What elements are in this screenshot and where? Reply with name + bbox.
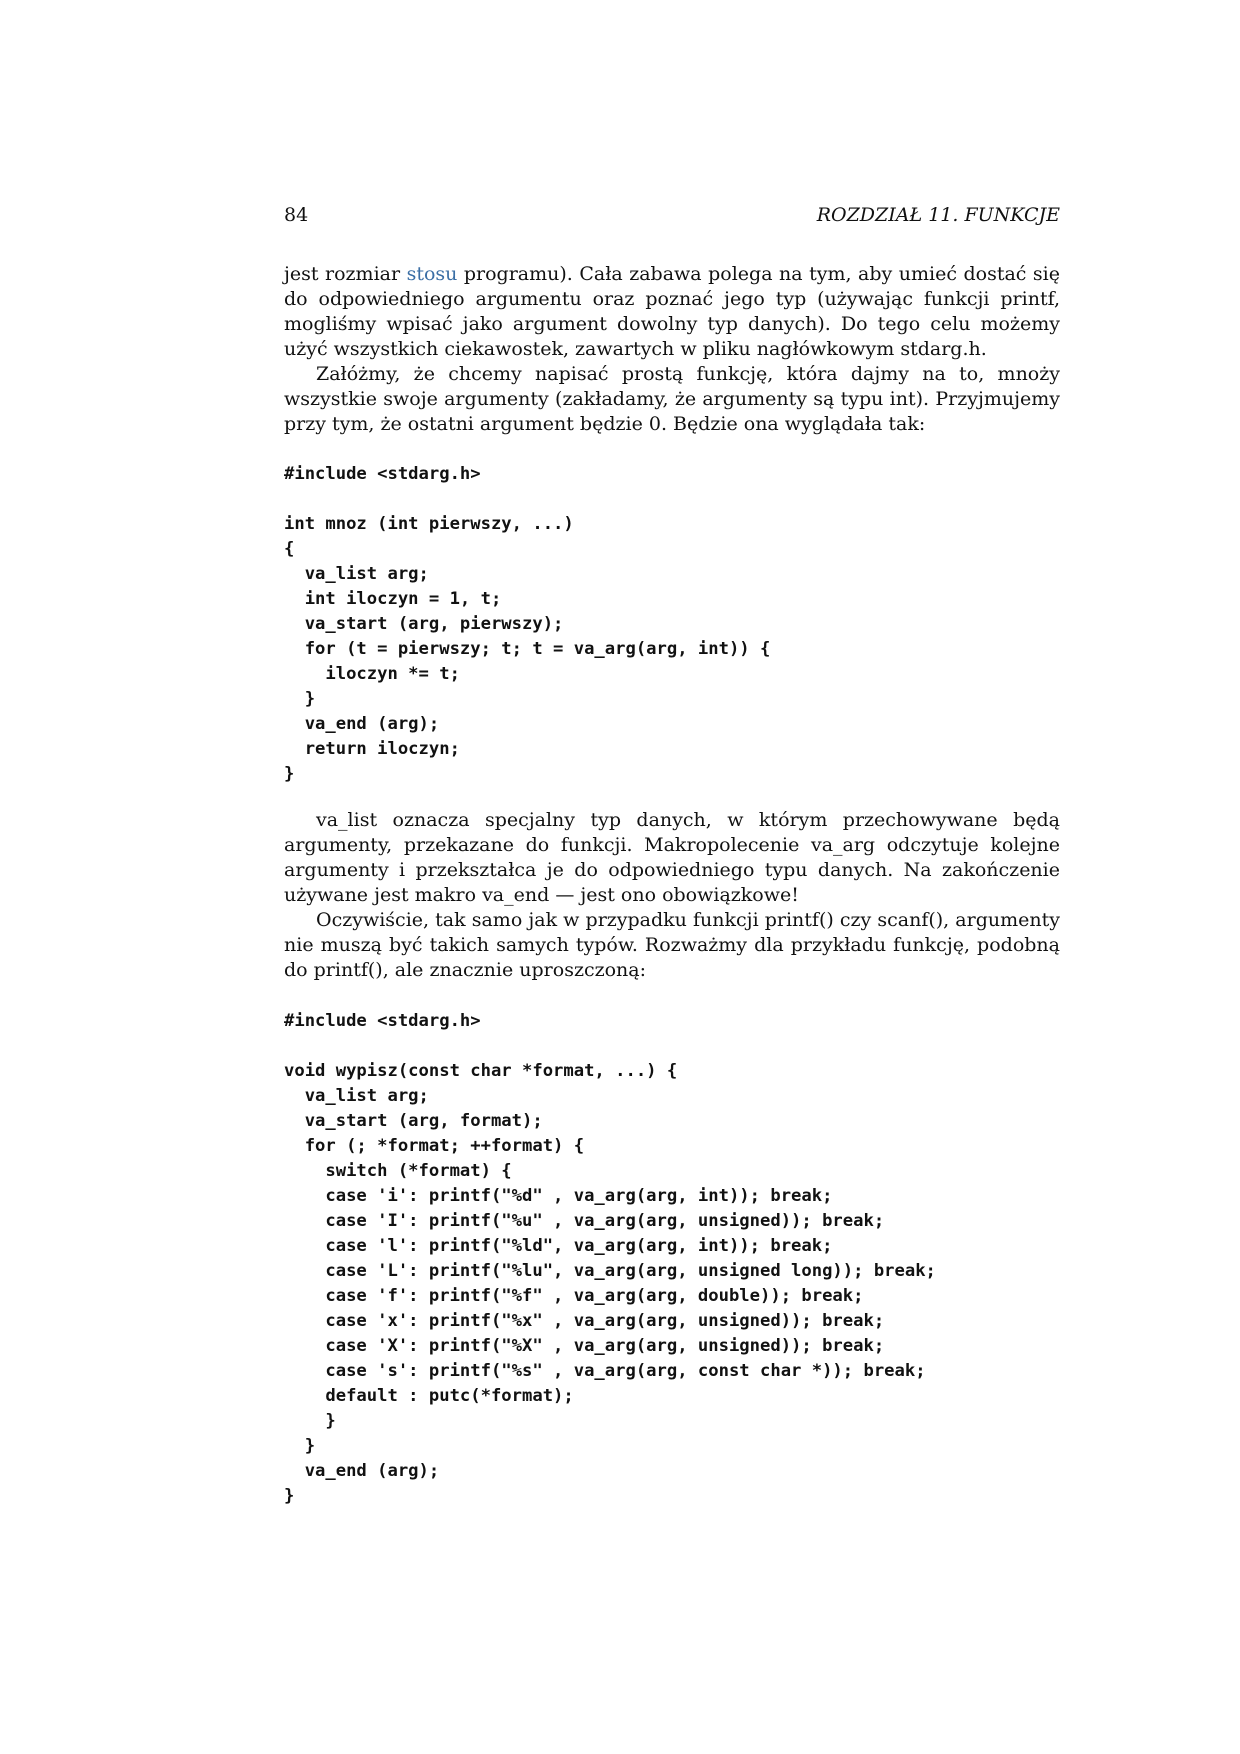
paragraph-stack-intro bbox=[284, 262, 1060, 362]
stos-link[interactable]: stosu bbox=[406, 263, 458, 285]
code-listing-mnoz: #include <stdarg.h> int mnoz (int pierwszy, ...) { va_list arg; int iloczyn = 1, t; va_start (arg, pierwszy); for (t = pierwszy; t; t = va_arg(arg, int)) { iloczyn *= t; } va_end (arg); return iloczyn; } bbox=[284, 464, 771, 784]
paragraph-function-intro: Załóżmy, że chcemy napisać prostą funkcję, która dajmy na to, mnoży wszystkie swoje argumenty (zakładamy, że argumenty są typu int). Przyjmujemy przy tym, że ostatni argument będzie 0. Będzie ona wyglądała tak: bbox=[284, 363, 1060, 435]
text-block-explanation bbox=[284, 808, 1060, 983]
text-block-intro bbox=[284, 262, 1060, 437]
page-header bbox=[284, 204, 1060, 230]
code-listing-wypisz: #include <stdarg.h> void wypisz(const char *format, ...) { va_list arg; va_start (arg, format); for (; *format; ++format) { switch (*format) { case 'i': printf("%d" , va_arg(arg, int)); break; case 'I': printf("%u" , va_arg(arg, unsigned)); break; case 'l': printf("%ld", va_arg(arg, int)); break; case 'L': printf("%lu", va_arg(arg, unsigned long)); break; case 'f': printf("%f" , va_arg(arg, double)); break; case 'x': printf("%x" , va_arg(arg, unsigned)); break; case 'X': printf("%X" , va_arg(arg, unsigned)); break; case 's': printf("%s" , va_arg(arg, const char *)); break; default : putc(*format); } } va_end (arg); } bbox=[284, 1011, 936, 1506]
paragraph-text: jest rozmiar bbox=[284, 263, 407, 285]
page-number: 84 bbox=[284, 204, 309, 226]
chapter-title: ROZDZIAŁ 11. FUNKCJE bbox=[816, 204, 1060, 226]
paragraph-text: programu). Cała zabawa polega na tym, aby umieć dostać się do odpowiedniego argumentu oraz poznać jego typ (używając funkcji printf, mogliśmy wpisać jako argument dowolny typ danych). Do tego celu możemy użyć wszystkich ciekawostek, zawartych w pliku nagłówkowym stdarg.h. bbox=[284, 263, 1060, 360]
paragraph-printf-like: Oczywiście, tak samo jak w przypadku funkcji printf() czy scanf(), argumenty nie muszą być takich samych typów. Rozważmy dla przykładu funkcję, podobną do printf(), ale znacznie uproszczoną: bbox=[284, 909, 1060, 981]
paragraph-va-list: va_list oznacza specjalny typ danych, w którym przechowywane będą argumenty, przekazane do funkcji. Makropolecenie va_arg odczytuje kolejne argumenty i przekształca je do odpowiedniego typu danych. Na zakończenie używane jest makro va_end — jest ono obowiązkowe! bbox=[284, 809, 1060, 906]
